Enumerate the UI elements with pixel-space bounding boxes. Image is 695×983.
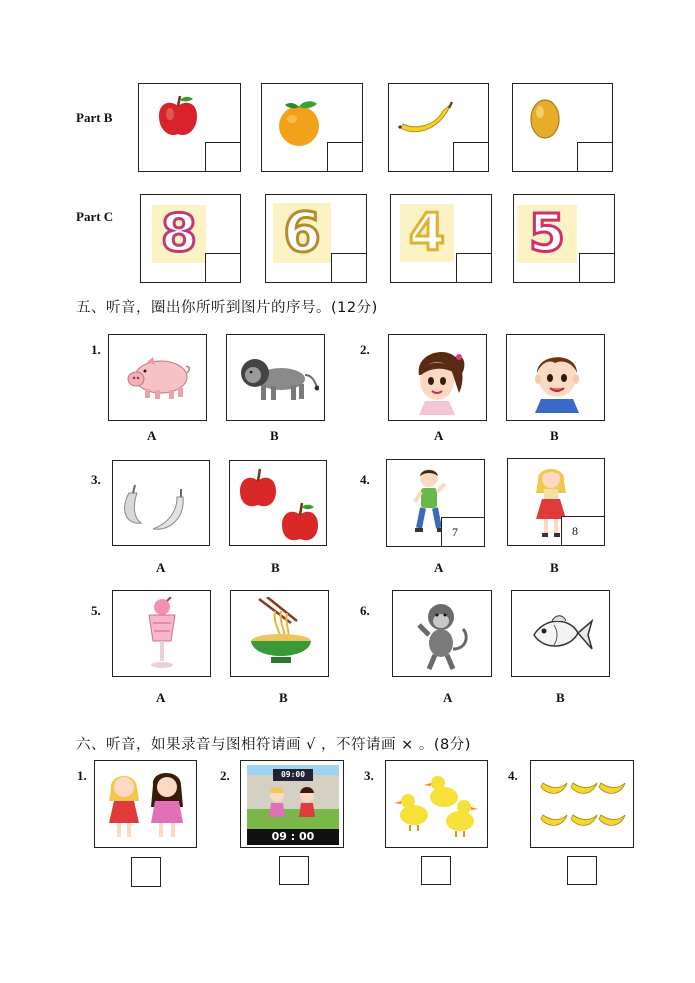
option-a-label: A [434, 560, 444, 575]
option-card[interactable] [230, 590, 329, 677]
noodles-icon [245, 597, 317, 671]
option-b-label: B [550, 560, 559, 575]
answer-box[interactable] [279, 856, 309, 885]
part-c-card-2 [265, 194, 367, 283]
answer-box[interactable] [453, 142, 489, 172]
bananas-icon [119, 483, 199, 539]
option-card[interactable] [392, 590, 492, 677]
pig-icon [125, 353, 191, 401]
answer-box[interactable] [567, 856, 597, 885]
picture-card [385, 760, 488, 848]
picture-card [94, 760, 197, 848]
girl-face-icon [411, 345, 467, 415]
option-card[interactable] [511, 590, 610, 677]
option-a-label: A [434, 428, 444, 443]
question-number: 6. [360, 603, 370, 618]
school-clock-icon [247, 765, 339, 829]
boy-face-icon [529, 347, 585, 413]
option-card[interactable] [112, 460, 210, 546]
option-card[interactable] [229, 460, 327, 546]
part-b-card-1 [138, 83, 241, 172]
age-box [561, 516, 605, 546]
option-b-label: B [270, 428, 279, 443]
question-number: 3. [364, 768, 374, 783]
question-number: 1. [77, 768, 87, 783]
answer-box[interactable] [456, 253, 492, 283]
number-6-picture [273, 203, 331, 263]
answer-box[interactable] [577, 142, 613, 172]
part-c-card-3 [390, 194, 492, 283]
option-a-label: A [156, 690, 166, 705]
option-b-label: B [271, 560, 280, 575]
part-b-label: Part B [76, 110, 113, 125]
option-card[interactable] [507, 458, 605, 546]
part-b-card-2 [261, 83, 363, 172]
question-number: 1. [91, 342, 101, 357]
answer-box[interactable] [205, 142, 241, 172]
apples-icon [234, 465, 324, 543]
number-5-picture [517, 205, 577, 263]
digital-clock: 09:00 [273, 769, 313, 781]
option-card[interactable] [388, 334, 487, 421]
section-5-heading: 五、听音，圈出你所听到图片的序号。(12分) [76, 300, 378, 316]
question-number: 4. [360, 472, 370, 487]
part-c-card-1 [140, 194, 241, 283]
option-card[interactable] [506, 334, 605, 421]
two-girls-icon [105, 767, 187, 843]
question-number: 3. [91, 472, 101, 487]
picture-card [240, 760, 344, 848]
lion-icon [237, 353, 319, 403]
number-6: 6 [283, 201, 321, 264]
fish-icon [530, 611, 594, 657]
orange-icon [273, 99, 325, 147]
number-4-picture [400, 204, 454, 262]
option-card[interactable] [108, 334, 207, 421]
number-4: 4 [408, 203, 446, 263]
age-eight: 8 [572, 524, 578, 538]
option-card[interactable] [226, 334, 325, 421]
age-seven: 7 [452, 525, 458, 539]
question-number: 2. [220, 768, 230, 783]
question-number: 5. [91, 603, 101, 618]
question-number: 4. [508, 768, 518, 783]
three-ducks-icon [394, 771, 480, 839]
part-c-card-4 [513, 194, 615, 283]
option-b-label: B [550, 428, 559, 443]
time-caption: 09 : 00 [271, 830, 315, 843]
ice-cream-icon [145, 597, 179, 673]
option-b-label: B [556, 690, 565, 705]
apple-icon [153, 92, 203, 142]
answer-box[interactable] [327, 142, 363, 172]
option-card[interactable] [386, 459, 485, 547]
section-6-heading: 六、听音，如果录音与图相符请画 √ ，不符请画 × 。(8分) [76, 737, 471, 753]
egg-icon [527, 93, 563, 141]
option-card[interactable] [112, 590, 211, 677]
banana-icon [397, 100, 453, 140]
question-number: 2. [360, 342, 370, 357]
number-8-picture [152, 205, 206, 263]
answer-box[interactable] [205, 253, 241, 283]
number-5: 5 [528, 204, 566, 264]
part-b-card-4 [512, 83, 613, 172]
option-a-label: A [443, 690, 453, 705]
answer-box[interactable] [131, 857, 161, 887]
option-b-label: B [279, 690, 288, 705]
answer-box[interactable] [421, 856, 451, 885]
number-8: 8 [160, 204, 198, 264]
answer-box[interactable] [579, 253, 615, 283]
monkey-icon [415, 599, 471, 673]
option-a-label: A [147, 428, 157, 443]
part-b-card-3 [388, 83, 489, 172]
option-a-label: A [156, 560, 166, 575]
part-c-label: Part C [76, 209, 114, 224]
answer-box[interactable] [331, 253, 367, 283]
six-bananas-icon [539, 769, 627, 841]
picture-card [530, 760, 634, 848]
age-box [441, 517, 485, 547]
